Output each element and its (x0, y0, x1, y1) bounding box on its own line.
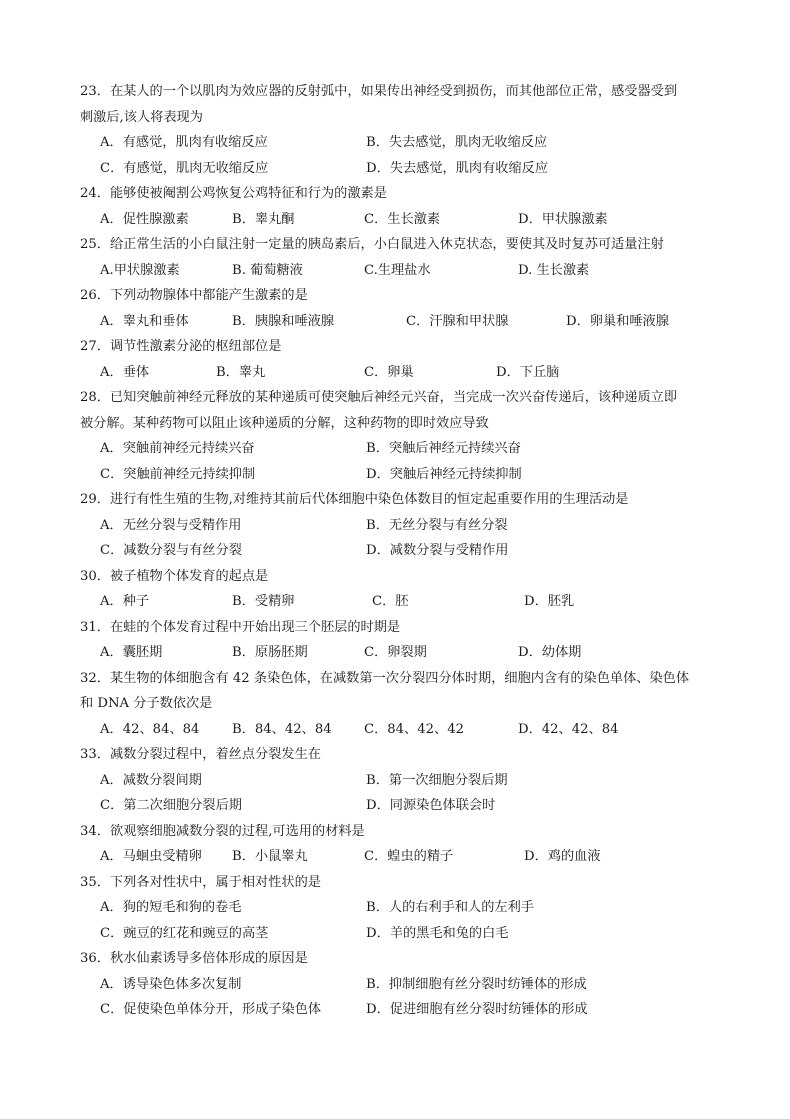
answer-option: B. 葡萄糖液 (232, 262, 303, 278)
question-stem: 28．已知突触前神经元释放的某种递质可使突触后神经元兴奋，当完成一次兴奋传递后，该种递质立即 (80, 390, 678, 405)
answer-option: A．睾丸和垂体 (100, 313, 189, 329)
question-stem: 和 DNA 分子数依次是 (80, 696, 213, 711)
answer-option: B．小鼠睾丸 (232, 849, 308, 864)
question-stem: 32．某生物的体细胞含有 42 条染色体，在减数第一次分裂四分体时期，细胞内含有的染色单体、染色体 (80, 670, 690, 686)
answer-option: C．第二次细胞分裂后期 (100, 798, 242, 813)
question-stem: 29．进行有性生殖的生物,对维持其前后代体细胞中染色体数目的恒定起重要作用的生理活动是 (80, 492, 629, 507)
question-stem: 36．秋水仙素诱导多倍体形成的原因是 (80, 951, 308, 966)
answer-option: B．抑制细胞有丝分裂时纺锤体的形成 (366, 976, 587, 992)
question-stem: 23．在某人的一个以肌肉为效应器的反射弧中，如果传出神经受到损伤，而其他部位正常，感受器受到 (80, 84, 678, 99)
question-stem: 31．在蛙的个体发育过程中开始出现三个胚层的时期是 (80, 619, 401, 635)
answer-option: D．卵巢和唾液腺 (566, 313, 669, 329)
answer-option: A．诱导染色体多次复制 (100, 976, 242, 992)
answer-option: B．睾丸酮 (232, 211, 295, 227)
answer-option: B．84、42、84 (232, 721, 332, 737)
answer-option: C．生长激素 (364, 211, 441, 227)
question-stem: 27．调节性激素分泌的枢纽部位是 (80, 339, 282, 354)
answer-option: D．鸡的血液 (524, 849, 601, 864)
answer-option: A．42、84、84 (100, 721, 200, 737)
question-stem: 刺激后,该人将表现为 (80, 109, 203, 125)
answer-option: B．人的右利手和人的左利手 (366, 900, 534, 915)
question-stem: 被分解。某种药物可以阻止该种递质的分解，这种药物的即时效应导致 (80, 415, 489, 431)
answer-option: B．睾丸 (216, 364, 266, 380)
answer-option: C．卵巢 (364, 364, 414, 380)
answer-option: A.甲状腺激素 (100, 262, 180, 278)
answer-option: C．促使染色单体分开，形成子染色体 (100, 1002, 322, 1017)
question-stem: 33．减数分裂过程中，着丝点分裂发生在 (80, 747, 321, 762)
answer-option: A．促性腺激素 (100, 211, 189, 227)
answer-option: D．下丘脑 (496, 364, 560, 380)
answer-option: A．减数分裂间期 (100, 772, 202, 788)
answer-option: B．失去感觉，肌肉无收缩反应 (366, 135, 548, 150)
question-stem: 26．下列动物腺体中都能产生激素的是 (80, 288, 308, 303)
answer-option: C．84、42、42 (364, 721, 464, 737)
answer-option: B．受精卵 (232, 594, 295, 609)
answer-option: C．豌豆的红花和豌豆的高茎 (100, 925, 269, 941)
answer-option: A．有感觉，肌肉有收缩反应 (100, 135, 268, 150)
answer-option: A．无丝分裂与受精作用 (100, 517, 242, 533)
answer-option: D．羊的黑毛和兔的白毛 (366, 925, 509, 941)
answer-option: C．卵裂期 (364, 645, 427, 660)
answer-option: D．胚乳 (524, 594, 575, 609)
answer-option: C．汗腺和甲状腺 (406, 313, 509, 329)
answer-option: C．有感觉，肌肉无收缩反应 (100, 160, 269, 176)
answer-option: A．囊胚期 (100, 645, 163, 660)
answer-option: C．蝗虫的精子 (364, 849, 454, 864)
answer-option: B．突触后神经元持续兴奋 (366, 441, 521, 456)
question-stem: 25．给正常生活的小白鼠注射一定量的胰岛素后，小白鼠进入休克状态，要使其及时复苏可适量注射 (80, 237, 664, 252)
answer-option: A．种子 (100, 594, 150, 609)
question-stem: 34．欲观察细胞减数分裂的过程,可选用的材料是 (80, 823, 365, 839)
answer-option: B．原肠胚期 (232, 645, 308, 660)
answer-option: A．马蛔虫受精卵 (100, 849, 202, 864)
question-stem: 24．能够使被阉割公鸡恢复公鸡特征和行为的激素是 (80, 186, 387, 201)
answer-option: D. 生长激素 (518, 262, 590, 278)
answer-option: D．失去感觉，肌肉有收缩反应 (366, 160, 549, 176)
answer-option: D．同源染色体联会时 (366, 798, 496, 813)
answer-option: A．狗的短毛和狗的卷毛 (100, 900, 242, 915)
answer-option: A．突触前神经元持续兴奋 (100, 441, 255, 456)
answer-option: B．无丝分裂与有丝分裂 (366, 517, 508, 533)
answer-option: C．突触前神经元持续抑制 (100, 466, 256, 482)
answer-option: D．促进细胞有丝分裂时纺锤体的形成 (366, 1002, 588, 1017)
answer-option: D．42、42、84 (518, 721, 619, 737)
question-stem: 30．被子植物个体发育的起点是 (80, 568, 269, 584)
question-stem: 35．下列各对性状中，属于相对性状的是 (80, 874, 321, 890)
answer-option: C．胚 (372, 594, 409, 609)
answer-option: A．垂体 (100, 364, 150, 380)
answer-option: B．胰腺和唾液腺 (232, 313, 335, 329)
answer-option: B．第一次细胞分裂后期 (366, 772, 508, 788)
answer-option: D．甲状腺激素 (518, 211, 608, 227)
answer-option: D．突触后神经元持续抑制 (366, 466, 522, 482)
answer-option: D．幼体期 (518, 645, 582, 660)
answer-option: C．减数分裂与有丝分裂 (100, 543, 242, 558)
answer-option: D．减数分裂与受精作用 (366, 543, 509, 558)
answer-option: C.生理盐水 (364, 262, 431, 278)
